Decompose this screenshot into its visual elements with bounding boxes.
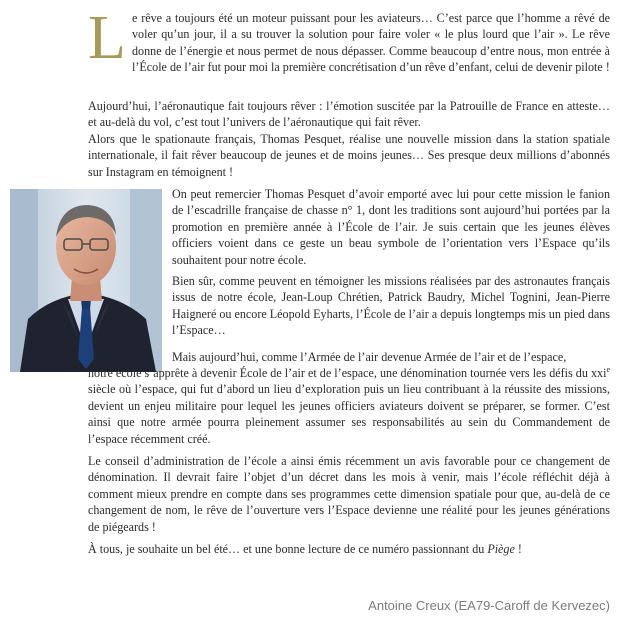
closing-text-start: À tous, je souhaite un bel été… et une bonne lecture de ce numéro passionnant du [88, 542, 488, 556]
paragraph-aeronautics: Aujourd’hui, l’aéronautique fait toujours rêver : l’émotion suscitée par la Patrouille de France en atteste… et au-delà du vol, c’est tout l’univers de l’aéronautique qui fait rêver. [88, 99, 610, 130]
drop-cap: L [88, 4, 126, 72]
paragraph-astronauts: Bien sûr, comme peuvent en témoigner les missions réalisées par des astronautes français issus de notre école, Jean-Loup Chrétien, Patrick Baudry, Michel Tognini, Jean-Pierre Haigneré ou encore Léopold Eyharts, l’École de l’air a depuis longtemps mis un pied dans l’Espace… [172, 274, 610, 338]
air-space-text-start: notre école s’apprête à devenir École de l’air et de l’espace, une dénomination tournée vers les défis du [88, 366, 591, 380]
paragraph-board-decision: Le conseil d’administration de l’école a ainsi émis récemment un avis favorable pour ce changement de dénomination. Il devrait faire l’objet d’un décret dans les mois à venir, mais l’école réfléchit déjà à comment mieux prendre en compte dans ses programmes cette dimension spatiale pour que, au-delà de ce changement de nom, le rêve de l’ouverture vers l’Espace devienne une réalité pour les jeunes générations de piégeards ! [88, 454, 610, 534]
air-space-text-end: siècle où l’espace, qui fut d’abord un lieu d’exploration puis un lieu contribuant à la réussite des missions, devient un enjeu militaire pour lequel les jeunes officiers aviateurs doivent se préparer, se former. C’est ainsi que notre armée pourra pleinement assumer ses responsabilités au sein du Commandement de l’espace récemment créé. [88, 382, 610, 446]
paragraph-fanion: On peut remercier Thomas Pesquet d’avoir emporté avec lui pour cette mission le fanion de l’escadrille française de chasse n° 1, dont les traditions sont aujourd’hui portées par la promotion en première année à l’École de l’air. Je suis certain que les jeunes élèves officiers voient dans ce geste un beau symbole de l’orientation vers l’Espace qu’ils souhaitent pour notre école. [172, 187, 610, 267]
author-portrait-photo [10, 189, 162, 372]
intro-paragraph [88, 4, 610, 76]
paragraph-air-space [88, 365, 610, 447]
author-signature: Antoine Creux (EA79-Caroff de Kervezec) [368, 598, 610, 613]
closing-paragraph [88, 541, 610, 557]
intro-text: e rêve a toujours été un moteur puissant pour les aviateurs… C’est parce que l’homme a rêvé de voler qu’un jour, il a su trouver la solution pour faire voler « le plus lourd que l’air ». Le rêve donne de l’énergie et nous permet de nous dépasser. Comme beaucoup d’entre nous, mon entrée à l’École de l’air fut pour moi la première concrétisation d’un rêve d’enfant, celui de devenir pilote ! [132, 11, 610, 75]
closing-text-end: ! [514, 542, 522, 556]
magazine-title: Piège [487, 542, 515, 556]
paragraph-air-space-first-line: Mais aujourd’hui, comme l’Armée de l’air devenue Armée de l’air et de l’espace, [172, 350, 567, 364]
century-text: xxi [590, 366, 607, 380]
paragraph-pesquet: Alors que le spationaute français, Thomas Pesquet, réalise une nouvelle mission dans la station spatiale internationale, il fait rêver beaucoup de jeunes et de moins jeunes… Ses presque deux millions d’abonnés sur Instagram en témoignent ! [88, 132, 610, 179]
century-superscript: e [606, 364, 610, 374]
